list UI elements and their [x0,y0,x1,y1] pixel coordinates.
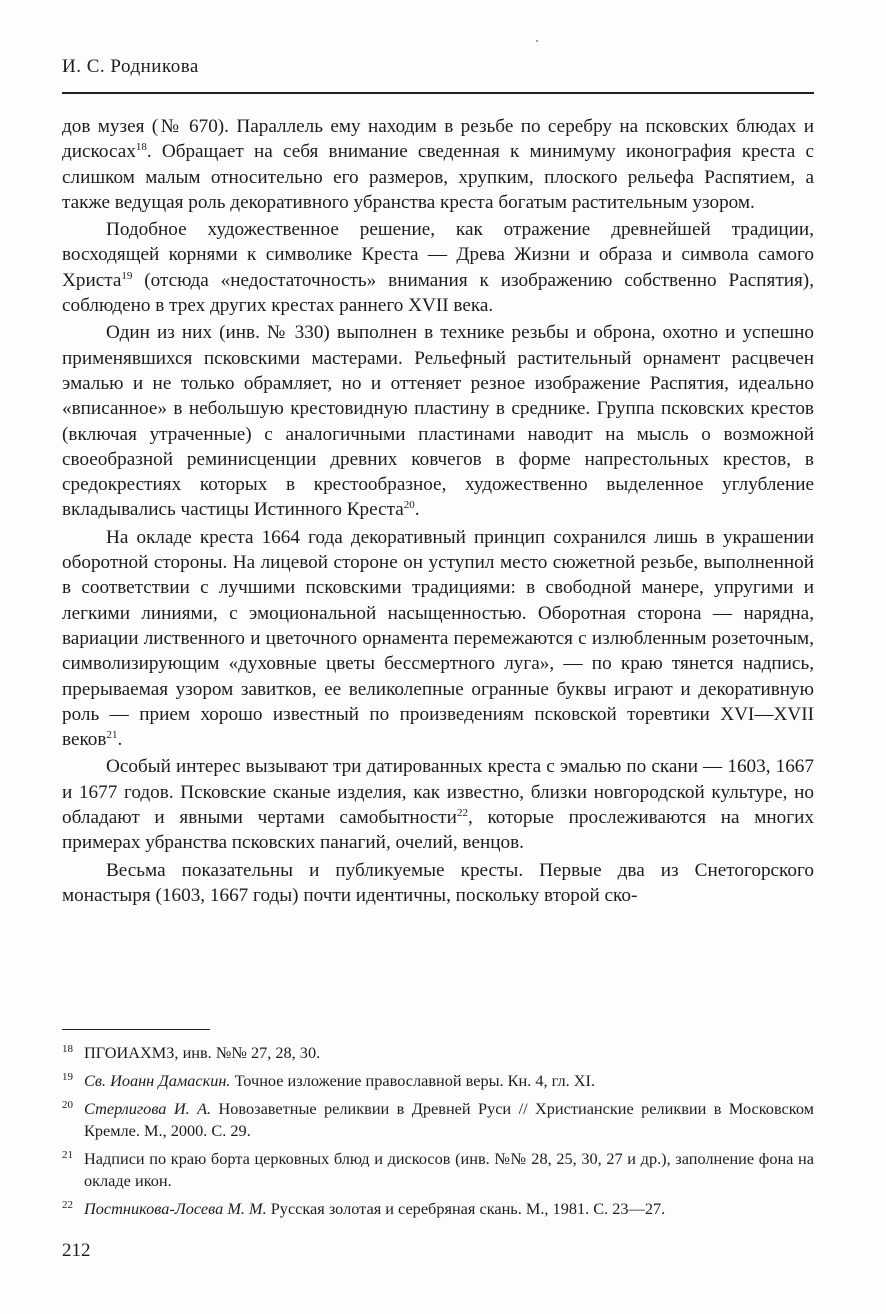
footnote-21: 21 Надписи по краю борта церковных блюд и дискосов (инв. №№ 28, 25, 30, 27 и др.), заполнение фона на окладе икон. [62,1149,814,1190]
footnote-text: Надписи по краю борта церковных блюд и дискосов (инв. №№ 28, 25, 30, 27 и др.), заполнение фона на окладе икон. [84,1149,814,1190]
paragraph-5 [62,754,814,855]
body-text [62,114,814,908]
footnote-ref-21[interactable]: 21 [106,729,118,742]
footnote-20: 20 Стерлигова И. А. Новозаветные реликвии в Древней Руси // Христианские реликвии в Московском Кремле. М., 2000. С. 29. [62,1099,814,1140]
text-run: (отсюда «недостаточность» внимания к изображению собственно Распятия), соблюдено в трех других крестах раннего XVII века. [62,269,814,317]
book-page [62,0,814,1314]
footnote-ref-20[interactable]: 20 [403,499,415,512]
header-rule [62,92,814,94]
footnote-separator [62,1029,210,1030]
footnote-text: ПГОИАХМЗ, инв. №№ 27, 28, 30. [84,1043,321,1062]
running-header: И. С. Родникова [62,56,199,77]
text-run: дов музея (№ 670). Параллель ему находим в резьбе по серебру на псковских блюдах и дискосах [62,116,814,163]
footnote-18: 18 ПГОИАХМЗ, инв. №№ 27, 28, 30. [62,1043,321,1062]
footnotes [62,1042,814,1226]
text-run: . [117,729,123,751]
text-run: , которые прослеживаются на многих примерах убранства псковских панагий, очелий, венцов. [62,807,814,854]
footnote-ref-22[interactable]: 22 [456,807,468,820]
paragraph-6 [62,858,814,909]
text-run: На окладе креста 1664 года декоративный принцип сохранился лишь в украшении оборотной стороны. На лицевой стороне он уступил место сюжетной резьбе, выполненной в соответствии с лучшими псковскими традициями: в свободной манере, упругими и легкими линиями, с эмоциональной насыщенностью. Оборотная сторона — нарядна, вариации лиственного и цветочного орнамента перемежаются с излюбленным розеточным, символизирующим «духовные цветы бессмертного луга», — по краю тянется надпись, прерываемая узором завитков, ее великолепные огранные буквы играют и декоративную роль — прием хорошо известный по произведениям псковской торевтики XVI—XVII веков [62,526,814,751]
text-run: . Обращает на себя внимание сведенная к минимуму иконография креста с слишком малым относительно его размеров, хрупким, плоского рельефа Распятием, а также ведущая роль декоративного убранства креста богатым растительным узором. [62,141,814,213]
footnote-author: Св. Иоанн Дамаскин. [84,1071,231,1090]
footnote-author: Постникова-Лосева М. М. [84,1199,267,1218]
paragraph-1 [62,114,814,215]
paragraph-3 [62,320,814,522]
text-run: Весьма показательны и публикуемые кресты. Первые два из Снетогорского монастыря (1603, 1667 годы) почти идентичны, поскольку второй ско- [62,859,814,906]
footnote-22: 22 Постникова-Лосева М. М. Русская золотая и серебряная скань. М., 1981. С. 23—27. [62,1199,666,1218]
footnote-text: Новозаветные реликвии в Древней Руси // Христианские реликвии в Московском Кремле. М., 2000. С. 29. [84,1099,814,1140]
footnote-ref-19[interactable]: 19 [121,269,133,282]
paragraph-4 [62,525,814,753]
paragraph-2 [62,217,814,318]
footnote-author: Стерлигова И. А. [84,1099,212,1118]
footnote-19: 19 Св. Иоанн Дамаскин. Точное изложение православной веры. Кн. 4, гл. XI. [62,1071,596,1090]
text-run: Подобное художественное решение, как отражение древнейшей традиции, восходящей корнями к символике Креста — Древа Жизни и образа и символа самого Христа [62,219,814,291]
text-run: . [414,499,420,521]
footnote-text: Точное изложение православной веры. Кн. 4, гл. XI. [230,1071,596,1090]
page-number: 212 [62,1240,91,1261]
text-run: Особый интерес вызывают три датированных креста с эмалью по скани — 1603, 1667 и 1677 годов. Псковские сканые изделия, как известно, близки новгородской культуре, но обладают и явными чертами самобытности [62,756,814,829]
footnote-text: Русская золотая и серебряная скань. М., 1981. С. 23—27. [266,1199,666,1218]
text-run: Один из них (инв. № 330) выполнен в технике резьбы и обронa, охотно и успешно применявшихся псковскими мастерами. Рельефный растительный орнамент расцвечен эмалью и не только обрамляет, но и оттеняет резное изображение Распятия, идеально «вписанное» в небольшую крестовидную пластину в среднике. Группа псковских крестов (включая утраченные) с аналогичными пластинами наводит на мысль о возможной своеобразной реминисценции древних ковчегов в форме напрестольных крестов, в средокрестиях которых в крестообразное, художественно выделенное углубление вкладывались частицы Истинного Креста [62,322,814,521]
footnote-ref-18[interactable]: 18 [135,141,147,154]
